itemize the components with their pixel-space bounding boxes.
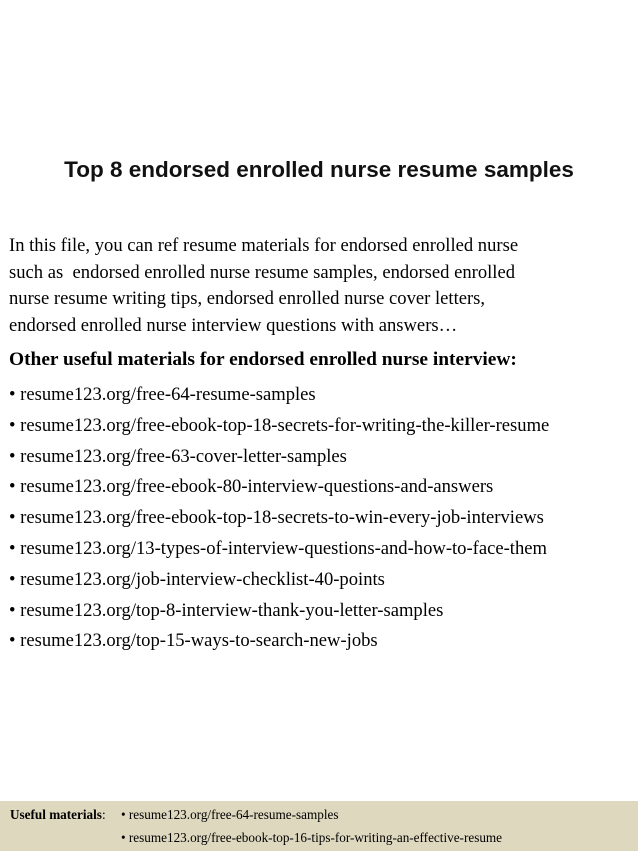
link-item-interview-question-types[interactable]: • resume123.org/13-types-of-interview-questions-and-how-to-face-them bbox=[9, 537, 547, 559]
footer-label-colon: : bbox=[101, 807, 106, 822]
intro-line: nurse resume writing tips, endorsed enrolled nurse cover letters, bbox=[9, 288, 486, 309]
link-item-search-new-jobs[interactable]: • resume123.org/top-15-ways-to-search-new-jobs bbox=[9, 630, 378, 652]
link-item-resume-samples[interactable]: • resume123.org/free-64-resume-samples bbox=[9, 384, 316, 405]
link-item-ebook-win-interviews[interactable]: • resume123.org/free-ebook-top-18-secrets-to-win-every-job-interviews bbox=[9, 507, 544, 529]
footer-link-effective-resume[interactable]: • resume123.org/free-ebook-top-16-tips-for-writing-an-effective-resume bbox=[121, 830, 503, 845]
link-item-ebook-interview-questions[interactable]: • resume123.org/free-ebook-80-interview-questions-and-answers bbox=[9, 476, 494, 498]
materials-link-list bbox=[9, 380, 549, 657]
footer-link-resume-samples[interactable]: • resume123.org/free-64-resume-samples bbox=[121, 807, 339, 822]
link-item-ebook-killer-resume[interactable]: • resume123.org/free-ebook-top-18-secrets-for-writing-the-killer-resume bbox=[9, 414, 550, 436]
intro-line: endorsed enrolled nurse interview questions with answers… bbox=[9, 314, 458, 336]
materials-heading: Other useful materials for endorsed enrolled nurse interview: bbox=[9, 349, 517, 370]
link-item-interview-checklist[interactable]: • resume123.org/job-interview-checklist-40-points bbox=[9, 568, 385, 590]
link-item-cover-letter-samples[interactable]: • resume123.org/free-63-cover-letter-samples bbox=[9, 445, 347, 467]
intro-line: In this file, you can ref resume materials for endorsed enrolled nurse bbox=[9, 235, 519, 256]
footer-label bbox=[10, 807, 106, 823]
intro-paragraph bbox=[9, 233, 629, 339]
link-item-thank-you-letters[interactable]: • resume123.org/top-8-interview-thank-you-letter-samples bbox=[9, 599, 444, 621]
intro-line: such as endorsed enrolled nurse resume samples, endorsed enrolled bbox=[9, 261, 516, 283]
page-title: Top 8 endorsed enrolled nurse resume samples bbox=[64, 157, 574, 183]
footer-bar bbox=[0, 801, 638, 851]
footer-label-text: Useful materials bbox=[10, 807, 102, 822]
